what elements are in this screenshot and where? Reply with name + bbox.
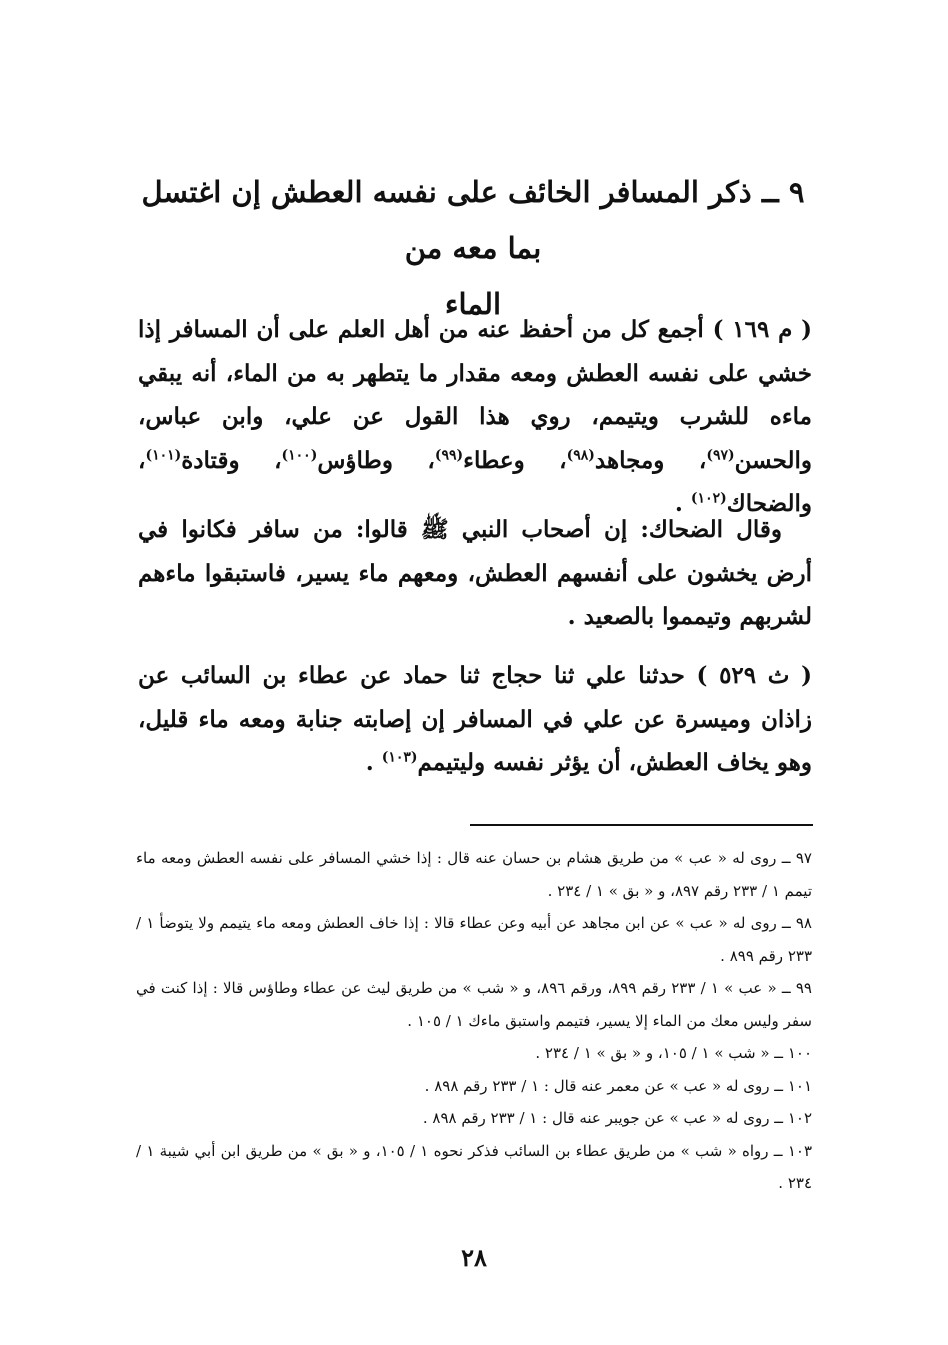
chapter-heading-line-2: الماء — [444, 287, 502, 321]
paragraph-text: وقال الضحاك: إن أصحاب النبي ﷺ قالوا: من سافر فكانوا في أرض يخشون على أنفسهم العطش، ومعهم ماء يسير، فاستبقوا ماءهم لشربهم وتيمموا بالصعيد . — [138, 516, 812, 630]
footnote-ref-98: (٩٨) — [566, 446, 595, 463]
paragraph-text: ، ومجاهد — [594, 446, 707, 474]
footnote-100: ١٠٠ ــ « شب » ١ / ١٠٥، و « بق » ١ / ٢٣٤ . — [535, 1044, 812, 1062]
paragraph-text: ( م ١٦٩ ) أجمع كل من أحفظ عنه من أهل العلم على أن المسافر إذا خشي على نفسه العطش ومعه مقدار ما يتطهر به من الماء، أنه يبقي ماءه للشرب ويتيمم، روي هذا القول عن علي، وابن عباس، والحسن — [138, 316, 812, 474]
paragraph-consensus — [138, 308, 812, 526]
paragraph-dahhak — [138, 508, 812, 639]
footnote-separator-rule — [470, 824, 813, 826]
footnote-ref-103: (١٠٣) — [381, 749, 418, 766]
footnote-103: ١٠٣ ــ رواه « شب » من طريق عطاء بن السائب فذكر نحوه ١ / ١٠٥، و « بق » من طريق ابن أبي شيبة ١ / ٢٣٤ . — [136, 1141, 812, 1192]
page-number: ٢٨ — [461, 1243, 487, 1272]
footnote-ref-99: (٩٩) — [434, 446, 464, 463]
footnote-ref-97: (٩٧) — [706, 446, 735, 463]
footnote-97: ٩٧ ــ روى له « عب » من طريق هشام بن حسان عنه قال : إذا خشي المسافر على نفسه العطش ومعه ماء تيمم ١ / ٢٣٣ رقم ٨٩٧، و « بق » ١ / ٢٣٤ . — [136, 849, 812, 900]
paragraph-text: . — [365, 749, 382, 776]
footnote-ref-100: (١٠٠) — [281, 446, 318, 463]
footnote-101: ١٠١ ــ روى له « عب » عن معمر عنه قال : ١ / ٢٣٣ رقم ٨٩٨ . — [424, 1076, 812, 1095]
footnote-ref-102: (١٠٢) — [690, 490, 727, 507]
paragraph-text: ، وطاؤس — [317, 446, 435, 474]
chapter-heading — [134, 164, 812, 332]
paragraph-text: ، وقتادة — [181, 446, 282, 474]
paragraph-hadith — [138, 654, 812, 785]
footnote-98: ٩٨ ــ روى له « عب » عن ابن مجاهد عن أبيه وعن عطاء قالا : إذا خاف العطش ومعه ماء يتيمم ولا يتوضأ ١ / ٢٣٣ رقم ٨٩٩ . — [136, 914, 812, 965]
footnote-ref-101: (١٠١) — [145, 446, 182, 463]
paragraph-text: ، وعطاء — [463, 446, 567, 474]
chapter-heading-line-1: ٩ ــ ذكر المسافر الخائف على نفسه العطش إن اغتسل بما معه من — [141, 175, 805, 265]
footnote-102: ١٠٢ ــ روى له « عب » عن جويبر عنه قال : ١ / ٢٣٣ رقم ٨٩٨ . — [422, 1109, 812, 1127]
footnote-99: ٩٩ ــ « عب » ١ / ٢٣٣ رقم ٨٩٩، ورقم ٨٩٦، و « شب » من طريق ليث عن عطاء وطاؤس قالا : إذا كنت في سفر وليس معك من الماء إلا يسير، فتيمم واستبق ماءك ١ / ١٠٥ . — [136, 979, 812, 1030]
paragraph-text: ( ث ٥٢٩ ) حدثنا علي ثنا حجاج ثنا حماد عن عطاء بن السائب عن زاذان وميسرة عن علي في المسافر إن إصابته جنابة ومعه ماء قليل، وهو يخاف العطش، أن يؤثر نفسه وليتيمم — [138, 662, 812, 776]
paragraph-text: ، والضحاك — [138, 446, 812, 517]
footnotes-list — [136, 842, 812, 1200]
paragraph-text: . — [674, 490, 691, 517]
